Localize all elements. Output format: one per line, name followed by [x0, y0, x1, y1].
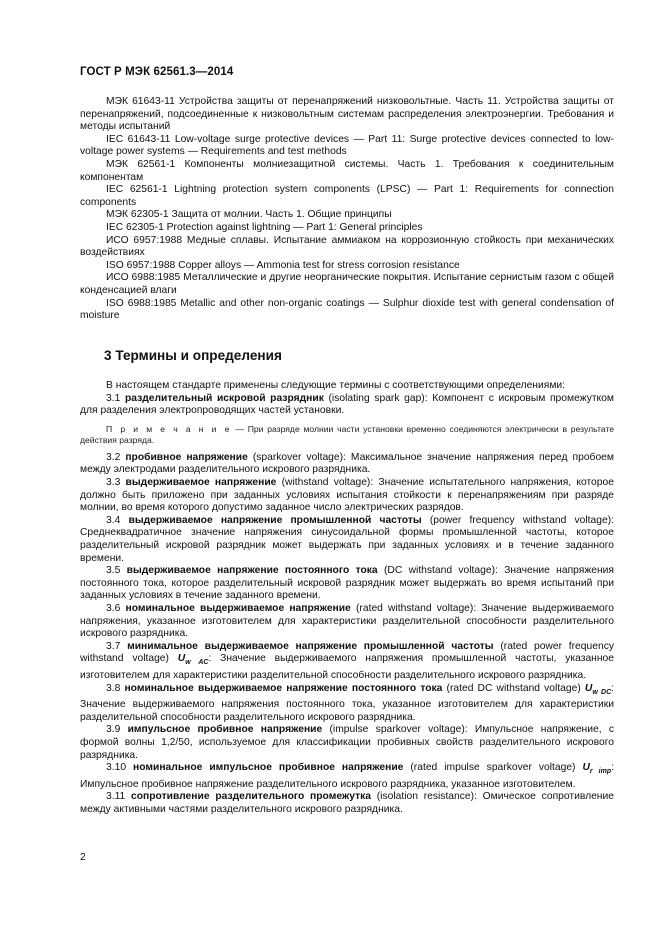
document-header: ГОСТ Р МЭК 62561.3—2014 [80, 66, 234, 78]
reference-item: IEC 61643-11 Low-voltage surge protective devices — Part 11: Surge protective devices connected to low-voltage power systems — Requirements and test methods [80, 133, 614, 158]
reference-item: ISO 6957:1988 Copper alloys — Ammonia test for stress corrosion resistance [106, 259, 460, 271]
term-3-4: 3.4 выдерживаемое напряжение промышленной частоты (power frequency withstand voltage): Среднеквадратичное значение напряжения синусоидальной формы промышленной частоты, которое разделительный искровой разрядник может выдержать при заданных условиях и в течение заданного времени. [80, 514, 614, 564]
term-3-10: 3.10 номинальное импульсное пробивное напряжение (rated impulse sparkover voltage) $U_{r imp}$: Импульсное пробивное напряжение разделительного искрового разрядника, указанное изготовителем. [80, 762, 614, 790]
note-text: — При разряде молнии части установки временно соединяются электрически в результате действия разряда. [80, 423, 614, 445]
note [80, 424, 614, 446]
reference-item: IEC 62305-1 Protection against lightning — Part 1: General principles [106, 221, 423, 233]
normative-references [80, 96, 614, 323]
symbol-uwdc: $U_{w DC}$ [584, 682, 612, 696]
term-3-6: 3.6 номинальное выдерживаемое напряжение (rated withstand voltage): Значение выдерживаемого напряжения, указанное изготовителем для характеристики разделительной способности разделительного искрового разрядника. [80, 602, 614, 640]
term-3-11: 3.11 сопротивление разделительного промежутка (isolation resistance): Омическое сопротивление между активными частями разделительного искрового разрядника. [80, 791, 614, 815]
term-3-9: 3.9 импульсное пробивное напряжение (impulse sparkover voltage): Импульсное напряжение, с формой волны 1,2/50, используемое для классификации пробивных свойств разделительного искрового разрядника. [80, 724, 614, 761]
section-title: 3 Термины и определения [104, 348, 282, 363]
reference-item: ИСО 6988:1985 Металлические и другие неорганические покрытия. Испытание сернистым газом с общей конденсацией влаги [80, 272, 614, 296]
term-3-8: 3.8 номинальное выдерживаемое напряжение постоянного тока (rated DC withstand voltage) $U_{w DC}$: Значение выдерживаемого напряжения постоянного тока, указанное изготовителем для характеристики разделительной способности разделительного искрового разрядника. [80, 682, 614, 723]
reference-item: МЭК 61643-11 Устройства защиты от перенапряжений низковольтные. Часть 11. Устройства защиты от перенапряжений, подсоединенные к низковольтным системам распределения электроэнергии. Требования и методы испытаний [80, 96, 614, 133]
term-3-7: 3.7 минимальное выдерживаемое напряжение промышленной частоты (rated power frequency withstand voltage) $U_{w AC}$: Значение выдерживаемого напряжения промышленной частоты, указанное изготовителем для характеристики разделительной способности разделительного искрового разрядника. [80, 640, 615, 681]
reference-item: ISO 6988:1985 Metallic and other non-organic coatings — Sulphur dioxide test with general condensation of moisture [80, 297, 614, 322]
reference-item: IEC 62561-1 Lightning protection system components (LPSC) — Part 1: Requirements for connection components [80, 184, 614, 208]
symbol-uwac: $U_{w AC}$ [177, 653, 209, 667]
term-3-5: 3.5 выдерживаемое напряжение постоянного тока (DC withstand voltage): Значение напряжения постоянного тока, которое разделительный искровой разрядник может выдержать во время испытаний при заданных условиях в течение заданного времени. [80, 565, 614, 602]
term-3-3: 3.3 выдерживаемое напряжение (withstand voltage): Значение испытательного напряжения, которое должно быть приложено при заданных условиях испытания стойкости к перенапряжениям при разряде молнии, во время которого допустимо заданное число электрических разрядов. [80, 476, 614, 514]
term-3-2: 3.2 пробивное напряжение (sparkover voltage): Максимальное значение напряжения перед пробоем между электродами разделительного искрового разрядника. [80, 451, 614, 476]
reference-item: МЭК 62561-1 Компоненты молниезащитной системы. Часть 1. Требования к соединительным компонентам [80, 158, 614, 183]
intro-text: В настоящем стандарте применены следующие термины с соответствующими определениями: [106, 380, 566, 391]
term-3-1: 3.1 разделительный искровой разрядник (isolating spark gap): Компонент с искровым промежутком для разделения электропроводящих частей установки. [80, 392, 614, 417]
note-label: П р и м е ч а н и е [106, 423, 232, 434]
reference-item: ИСО 6957:1988 Медные сплавы. Испытание аммиаком на коррозионную стойкость при механических воздействиях [80, 234, 614, 259]
reference-item: МЭК 62305-1 Защита от молнии. Часть 1. Общие принципы [106, 209, 392, 221]
symbol-urimp: $U_{r imp}$ [582, 762, 612, 776]
page-number: 2 [80, 852, 86, 863]
terms-definitions [80, 380, 614, 817]
